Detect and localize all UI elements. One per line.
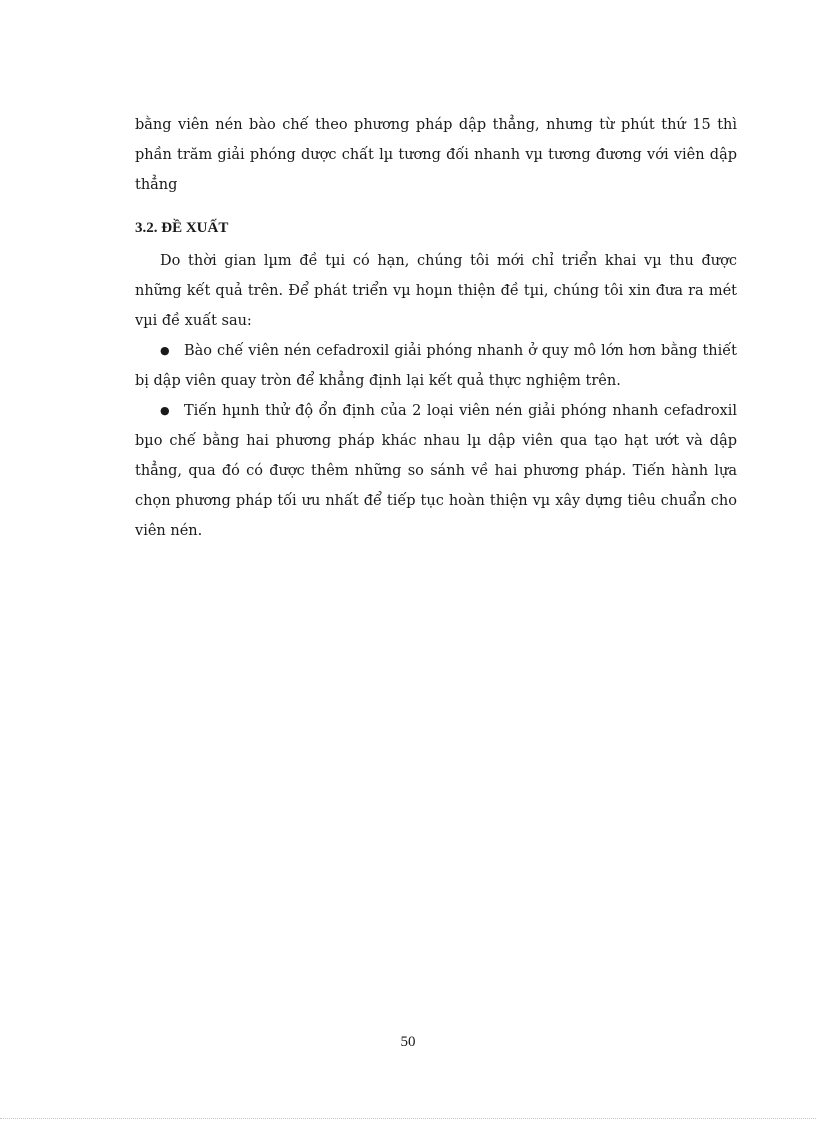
bullet-text-2: Tiến hµnh thử độ ổn định của 2 loại viên nén giải phóng nhanh cefadroxil bµo chế bằng hai phương pháp khác nhau lµ dập viên qua tạo hạt ướt và dập thẳng, qua đó có được thêm những so sánh về hai phương pháp. Tiến hành lựa chọn phương pháp tối ưu nhất để tiếp tục hoàn thiện vµ xây dựng tiêu chuẩn cho viên nén. — [135, 403, 737, 539]
page-bottom-divider — [0, 1118, 816, 1119]
bullet-dot-icon: ● — [160, 404, 170, 417]
page-number: 50 — [400, 1034, 416, 1050]
section-heading: 3.2. ĐỀ XUẤT — [135, 220, 229, 236]
bullet-list — [135, 336, 737, 546]
bullet-text-1: Bào chế viên nén cefadroxil giải phóng nhanh ở quy mô lớn hơn bằng thiết bị dập viên quay tròn để khẳng định lại kết quả thực nghiệm trên. — [135, 343, 737, 389]
body-paragraph: Do thời gian lµm đề tµi có hạn, chúng tôi mới chỉ triển khai vµ thu được những kết quả trên. Để phát triển vµ hoµn thiện đề tµi, chúng tôi xin đưa ra mét vµi đề xuất sau: — [135, 253, 737, 329]
intro-paragraph: bằng viên nén bào chế theo phương pháp dập thẳng, nhưng từ phút thứ 15 thì phần trăm giải phóng dược chất lµ tương đối nhanh vµ tương đương với viên dập thẳng — [135, 117, 737, 193]
bullet-item-2 — [135, 396, 737, 546]
bullet-item-1 — [135, 336, 737, 396]
bullet-dot-icon: ● — [160, 344, 170, 357]
